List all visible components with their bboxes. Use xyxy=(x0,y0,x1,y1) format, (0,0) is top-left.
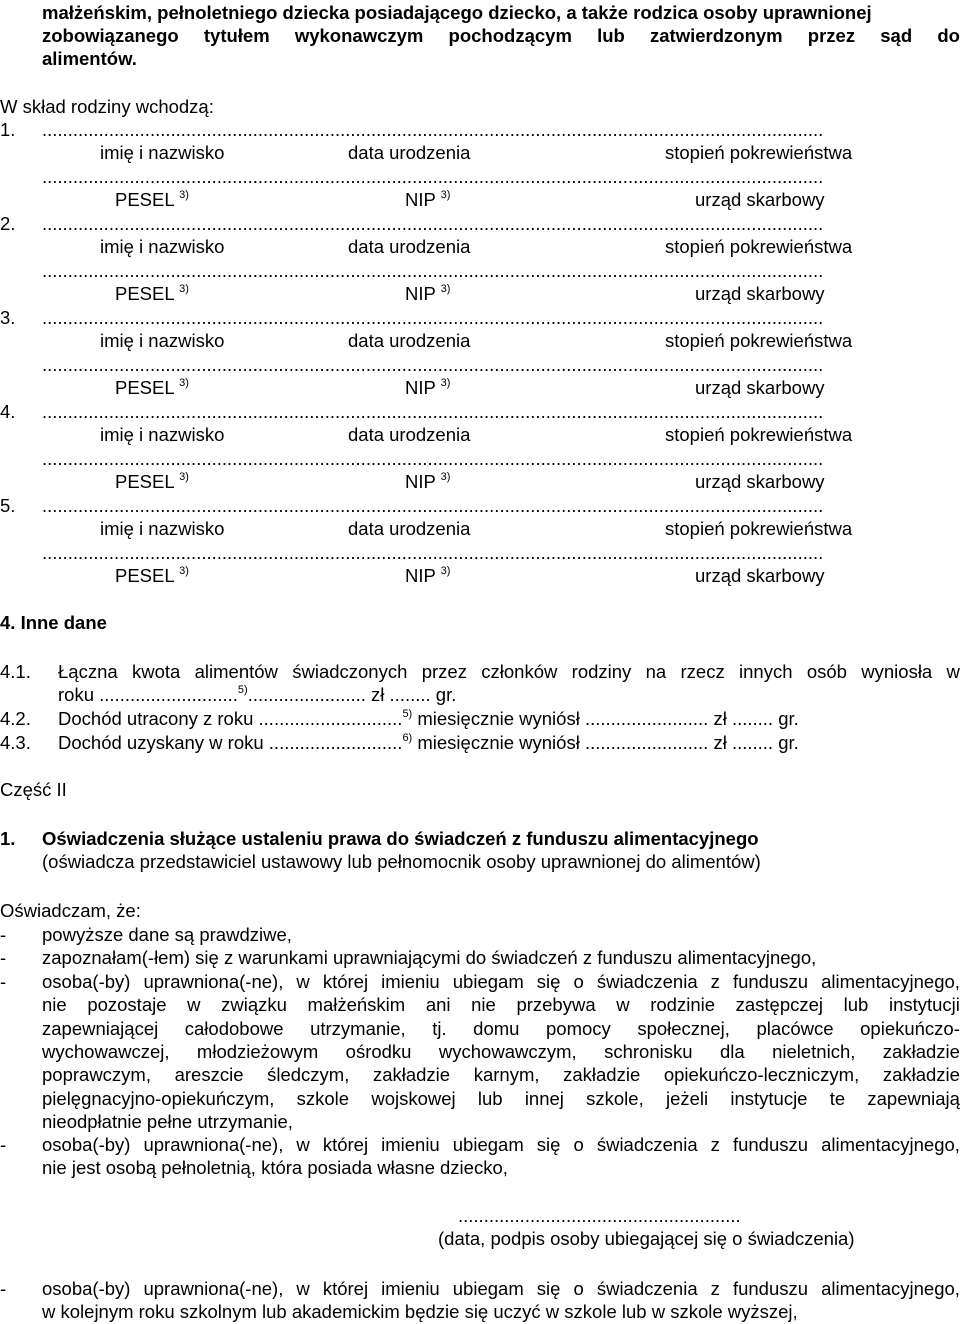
word: wyniosła xyxy=(861,661,933,682)
declare-label: Oświadczam, że: xyxy=(0,900,141,921)
word: lub xyxy=(477,1087,503,1109)
word: nie xyxy=(42,994,67,1016)
word: tytułem xyxy=(203,25,270,46)
word: członków xyxy=(481,661,558,682)
word: w xyxy=(296,1278,310,1299)
paragraph-line xyxy=(42,1064,960,1086)
item-4-3-amount: miesięcznie wyniósł ........................ zł ........ gr. xyxy=(412,732,799,753)
word: imieniu xyxy=(381,1134,440,1155)
paragraph-line xyxy=(42,994,960,1016)
paragraph-line xyxy=(42,1088,960,1110)
word: której xyxy=(322,1278,369,1299)
intro-line-1: małżeńskim, pełnoletniego dziecka posiadającego dziecko, a także rodzica osoby uprawnionej xyxy=(42,2,872,23)
word: do xyxy=(937,25,960,46)
word: rodzinie xyxy=(650,994,716,1016)
word: zapewniającej xyxy=(42,1017,159,1039)
footnote-3: 3) xyxy=(179,565,189,577)
item-4-1-line-2 xyxy=(58,684,456,706)
word: rodziny xyxy=(571,661,632,682)
word: wychowawczej, xyxy=(42,1040,170,1062)
word: funduszu xyxy=(732,1278,809,1299)
word: zakładzie xyxy=(882,1040,960,1062)
bullet-dash: - xyxy=(0,924,7,945)
word: przebywa xyxy=(516,994,596,1016)
word: zastępczej xyxy=(735,994,824,1016)
footnote-3: 3) xyxy=(440,283,451,295)
member-dots-line: ........................................................................................................................................................ xyxy=(42,119,824,140)
word: ubiegam xyxy=(452,1134,524,1155)
word: funduszu xyxy=(732,971,809,992)
label-tax-office: urząd skarbowy xyxy=(695,189,825,210)
item-4-2-number: 4.2. xyxy=(0,708,31,729)
word: małżeńskim xyxy=(307,994,406,1016)
word: ubiegam xyxy=(452,1278,524,1299)
label-birth: data urodzenia xyxy=(348,518,471,539)
declaration-conditions: zapoznałam(-łem) się z warunkami uprawniającymi do świadczeń z funduszu alimentacyjnego, xyxy=(42,947,817,968)
word: imieniu xyxy=(381,1278,440,1299)
label-tax-office: urząd skarbowy xyxy=(695,565,825,586)
word: osoba(-by) xyxy=(42,1278,131,1299)
word: domu xyxy=(473,1017,520,1039)
label-nip: NIP $^{3)}$ xyxy=(405,189,451,210)
word: lub xyxy=(597,25,625,46)
word: całodobowe xyxy=(184,1017,284,1039)
word: schronisku xyxy=(604,1040,693,1062)
label-name: imię i nazwisko xyxy=(100,518,225,539)
word: tj. xyxy=(432,1017,447,1039)
word: przez xyxy=(807,25,856,46)
word: w xyxy=(616,994,630,1016)
word: innych xyxy=(739,661,793,682)
label-pesel: PESEL $^{3)}$ xyxy=(115,565,189,586)
label-tax-office: urząd skarbowy xyxy=(695,283,825,304)
paragraph-line: nieodpłatnie pełne utrzymanie, xyxy=(42,1110,293,1132)
label-name: imię i nazwisko xyxy=(100,142,225,163)
word: alimentów xyxy=(194,661,278,682)
word: której xyxy=(322,1134,369,1155)
item-4-2-text xyxy=(58,708,799,730)
word: śledczym, xyxy=(267,1064,350,1086)
member-number: 2. xyxy=(0,213,16,234)
footnote-5: 5) xyxy=(237,684,248,696)
word: nieletnich, xyxy=(772,1040,856,1062)
label-pesel: PESEL $^{3)}$ xyxy=(115,283,189,304)
word: zakładzie xyxy=(563,1064,641,1086)
word: o xyxy=(573,1134,584,1155)
item-4-3-year: Dochód uzyskany w roku .......................... xyxy=(58,732,403,753)
word: placówce xyxy=(756,1017,834,1039)
word: dla xyxy=(719,1040,745,1062)
item-4-1-year: roku ........................... xyxy=(58,684,238,705)
footnote-3: 3) xyxy=(440,377,451,389)
word: się xyxy=(536,1134,561,1155)
footnote-6: 6) xyxy=(402,732,413,744)
label-nip: NIP $^{3)}$ xyxy=(405,565,451,586)
word: wychowawczym, xyxy=(438,1040,577,1062)
word: w xyxy=(946,661,960,682)
bullet-dash: - xyxy=(0,1134,7,1155)
word: zatwierdzonym xyxy=(650,25,783,46)
member-number: 1. xyxy=(0,119,16,140)
member-dots-line-2: ........................................................................................................................................................ xyxy=(42,166,824,187)
member-dots-line: ........................................................................................................................................................ xyxy=(42,307,824,328)
declaration-data-true: powyższe dane są prawdziwe, xyxy=(42,924,292,945)
word: osoba(-by) xyxy=(42,1134,131,1155)
footnote-5: 5) xyxy=(402,708,413,720)
label-nip: NIP $^{3)}$ xyxy=(405,283,451,304)
paragraph-line xyxy=(42,1278,960,1300)
word: innej xyxy=(524,1087,564,1109)
bullet-dash: - xyxy=(0,1278,7,1299)
word: te xyxy=(829,1087,846,1109)
word: się xyxy=(536,1278,561,1299)
word: której xyxy=(322,971,369,992)
word: pochodzącym xyxy=(448,25,572,46)
label-relation: stopień pokrewieństwa xyxy=(665,236,853,257)
bullet-dash: - xyxy=(0,947,7,968)
label-nip: NIP $^{3)}$ xyxy=(405,471,451,492)
word: instytucji xyxy=(888,994,960,1016)
word: funduszu xyxy=(732,1134,809,1155)
paragraph-line: w kolejnym roku szkolnym lub akademickim będzie się uczyć w szkole lub w szkole wyższej, xyxy=(42,1301,798,1323)
statement-1-title: Oświadczenia służące ustaleniu prawa do świadczeń z funduszu alimentacyjnego xyxy=(42,828,759,849)
word: alimentacyjnego, xyxy=(821,1278,960,1299)
word: jeżeli xyxy=(665,1087,709,1109)
item-4-2-year: Dochód utracony z roku ............................ xyxy=(58,708,403,729)
word: uprawniona(-ne), xyxy=(143,971,284,992)
label-tax-office: urząd skarbowy xyxy=(695,471,825,492)
word: świadczenia xyxy=(596,1278,698,1299)
word: świadczenia xyxy=(596,971,698,992)
word: się xyxy=(536,971,561,992)
word: rzecz xyxy=(680,661,725,682)
item-4-1-line-1 xyxy=(58,661,960,683)
label-birth: data urodzenia xyxy=(348,424,471,445)
label-relation: stopień pokrewieństwa xyxy=(665,424,853,445)
word: osoba(-by) xyxy=(42,971,131,992)
word: zapewniają xyxy=(867,1087,960,1109)
label-name: imię i nazwisko xyxy=(100,330,225,351)
word: zobowiązanego xyxy=(42,25,179,46)
word: opiekuńczo- xyxy=(860,1017,960,1039)
label-tax-office: urząd skarbowy xyxy=(695,377,825,398)
word: pozostaje xyxy=(87,994,167,1016)
word: szkole, xyxy=(586,1087,644,1109)
member-dots-line-2: ........................................................................................................................................................ xyxy=(42,448,824,469)
member-dots-line-2: ........................................................................................................................................................ xyxy=(42,260,824,281)
footnote-3: 3) xyxy=(179,189,189,201)
signature-caption: (data, podpis osoby ubiegającej się o świadczenia) xyxy=(438,1228,855,1249)
item-4-1-amount: ....................... zł ........ gr. xyxy=(247,684,457,705)
word: nie xyxy=(471,994,496,1016)
word: pielęgnacyjno-opiekuńczym, xyxy=(42,1087,275,1109)
label-relation: stopień pokrewieństwa xyxy=(665,330,853,351)
word: na xyxy=(645,661,667,682)
bullet-dash: - xyxy=(0,971,7,992)
word: szkole xyxy=(296,1087,350,1109)
part-2-title: Część II xyxy=(0,779,67,800)
footnote-3: 3) xyxy=(440,189,451,201)
word: kwota xyxy=(131,661,181,682)
label-name: imię i nazwisko xyxy=(100,236,225,257)
item-4-3-text xyxy=(58,732,799,754)
footnote-3: 3) xyxy=(179,471,189,483)
paragraph-line xyxy=(42,1018,960,1040)
word: świadczenia xyxy=(596,1134,698,1155)
word: wykonawczym xyxy=(294,25,424,46)
label-relation: stopień pokrewieństwa xyxy=(665,142,853,163)
footnote-3: 3) xyxy=(440,471,451,483)
footnote-3: 3) xyxy=(179,283,189,295)
statement-1-number: 1. xyxy=(0,828,16,849)
word: Łączna xyxy=(58,661,118,682)
word: alimentacyjnego, xyxy=(821,971,960,992)
word: lub xyxy=(843,994,869,1016)
word: zakładzie xyxy=(372,1064,451,1086)
label-pesel: PESEL $^{3)}$ xyxy=(115,189,189,210)
word: społecznej, xyxy=(637,1017,730,1039)
word: poprawczym, xyxy=(42,1064,151,1086)
word: uprawniona(-ne), xyxy=(143,1278,284,1299)
member-number: 5. xyxy=(0,495,16,516)
footnote-3: 3) xyxy=(440,565,451,577)
word: świadczonych xyxy=(292,661,408,682)
word: związku xyxy=(221,994,287,1016)
member-dots-line: ........................................................................................................................................................ xyxy=(42,213,824,234)
word: osób xyxy=(806,661,847,682)
word: karnym, xyxy=(473,1064,540,1086)
intro-line-2 xyxy=(42,25,960,47)
label-birth: data urodzenia xyxy=(348,142,471,163)
word: imieniu xyxy=(381,971,440,992)
family-heading: W skład rodziny wchodzą: xyxy=(0,96,214,117)
word: utrzymanie, xyxy=(310,1017,406,1039)
label-birth: data urodzenia xyxy=(348,236,471,257)
word: ubiegam xyxy=(452,971,524,992)
footnote-3: 3) xyxy=(179,377,189,389)
paragraph-line: nie jest osobą pełnoletnią, która posiada własne dziecko, xyxy=(42,1157,508,1179)
word: przez xyxy=(421,661,467,682)
word: ośrodku xyxy=(345,1040,412,1062)
word: areszcie xyxy=(174,1064,244,1086)
word: uprawniona(-ne), xyxy=(143,1134,284,1155)
intro-line-3: alimentów. xyxy=(42,48,137,69)
word: o xyxy=(573,1278,584,1299)
item-4-3-number: 4.3. xyxy=(0,732,31,753)
word: pomocy xyxy=(546,1017,611,1039)
word: sąd xyxy=(880,25,913,46)
statement-1-subtitle: (oświadcza przedstawiciel ustawowy lub pełnomocnik osoby uprawnionej do alimentów) xyxy=(42,851,761,872)
member-number: 3. xyxy=(0,307,16,328)
paragraph-line xyxy=(42,1134,960,1156)
label-relation: stopień pokrewieństwa xyxy=(665,518,853,539)
signature-line: ....................................................... xyxy=(458,1205,741,1226)
word: w xyxy=(187,994,201,1016)
item-4-1-number: 4.1. xyxy=(0,661,31,682)
label-birth: data urodzenia xyxy=(348,330,471,351)
word: zakładzie xyxy=(882,1064,960,1086)
label-pesel: PESEL $^{3)}$ xyxy=(115,471,189,492)
section-4-heading: 4. Inne dane xyxy=(0,612,107,633)
word: młodzieżowym xyxy=(196,1040,319,1062)
label-name: imię i nazwisko xyxy=(100,424,225,445)
member-dots-line: ........................................................................................................................................................ xyxy=(42,401,824,422)
word: alimentacyjnego, xyxy=(821,1134,960,1155)
member-dots-line-2: ........................................................................................................................................................ xyxy=(42,354,824,375)
word: z xyxy=(710,1278,720,1299)
word: z xyxy=(710,971,720,992)
paragraph-line xyxy=(42,1041,960,1063)
word: instytucje xyxy=(730,1087,808,1109)
label-nip: NIP $^{3)}$ xyxy=(405,377,451,398)
member-number: 4. xyxy=(0,401,16,422)
paragraph-line xyxy=(42,971,960,993)
item-4-2-amount: miesięcznie wyniósł ........................ zł ........ gr. xyxy=(412,708,799,729)
label-pesel: PESEL $^{3)}$ xyxy=(115,377,189,398)
word: z xyxy=(710,1134,720,1155)
word: w xyxy=(296,1134,310,1155)
word: ani xyxy=(425,994,451,1016)
word: wojskowej xyxy=(371,1087,456,1109)
word: w xyxy=(296,971,310,992)
member-dots-line: ........................................................................................................................................................ xyxy=(42,495,824,516)
word: opiekuńczo-leczniczym, xyxy=(663,1064,860,1086)
member-dots-line-2: ........................................................................................................................................................ xyxy=(42,542,824,563)
word: o xyxy=(573,971,584,992)
